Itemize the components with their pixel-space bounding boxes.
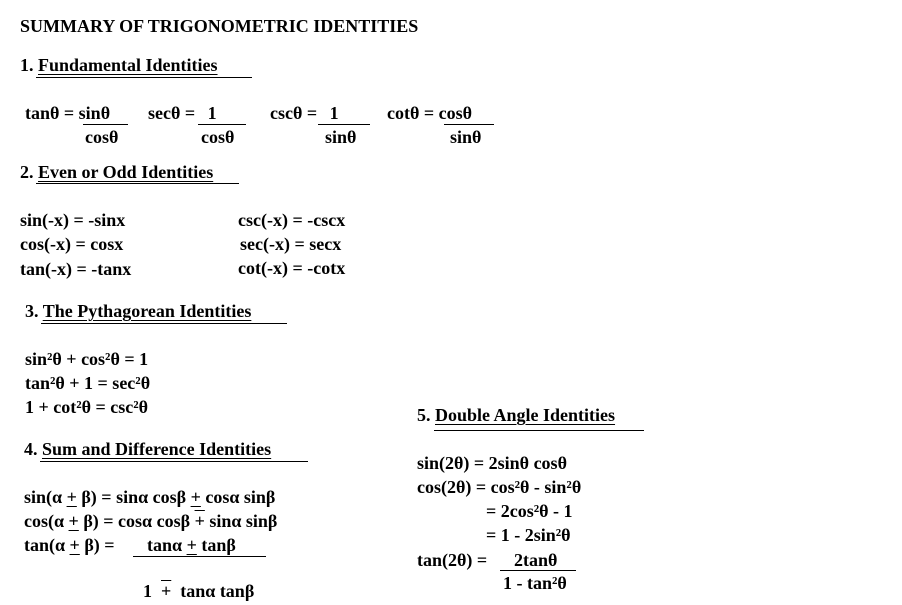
- sum-sin-part: β) = sinα cosβ: [76, 487, 191, 507]
- pythagorean-3: 1 + cot²θ = csc²θ: [25, 397, 149, 417]
- sum-tan-num-part: tanβ: [196, 535, 236, 555]
- section-2-number: 2.: [20, 162, 34, 182]
- section-4-rule: [40, 461, 308, 462]
- section-1-rule: [36, 77, 252, 78]
- section-5-heading: [417, 404, 615, 426]
- section-5-title: Double Angle Identities: [435, 405, 616, 425]
- sum-tan-denominator: [134, 558, 254, 602]
- double-angle-cos: cos(2θ) = cos²θ - sin²θ: [417, 477, 582, 497]
- double-angle-tan-fraction-bar: [500, 570, 576, 571]
- csc-numerator: 1: [329, 103, 339, 123]
- section-2-heading: [20, 161, 213, 183]
- csc-denominator: sinθ: [325, 127, 357, 147]
- even-odd-csc: csc(-x) = -cscx: [238, 210, 346, 230]
- sum-cos-part: β) = cosα cosβ: [78, 511, 195, 531]
- section-1-title: Fundamental Identities: [38, 55, 218, 75]
- even-odd-cos: cos(-x) = cosx: [20, 234, 124, 254]
- tan-lhs: tanθ =: [25, 103, 79, 123]
- page-title: SUMMARY OF TRIGONOMETRIC IDENTITIES: [20, 16, 419, 36]
- section-5-rule: [434, 430, 644, 431]
- sum-tan-part: tan(α: [24, 535, 70, 555]
- sum-sin-part: cosα sinβ: [200, 487, 276, 507]
- cot-lhs: cotθ =: [387, 103, 439, 123]
- even-odd-sec: sec(-x) = secx: [240, 234, 342, 254]
- plus-minus: +: [186, 535, 197, 555]
- plus-minus: +: [190, 487, 201, 507]
- plus-minus: +: [66, 487, 77, 507]
- section-3-rule: [41, 323, 287, 324]
- double-angle-tan-denominator: 1 - tan²θ: [503, 573, 567, 593]
- section-1-number: 1.: [20, 55, 34, 75]
- tan-identity: [25, 102, 110, 124]
- csc-fraction-bar: [318, 124, 370, 125]
- minus-plus: +: [194, 511, 205, 531]
- sum-diff-tan: [24, 534, 115, 556]
- section-4-heading: [24, 438, 271, 460]
- sum-tan-num-part: tanα: [147, 535, 187, 555]
- double-angle-tan-lhs: tan(2θ) =: [417, 550, 488, 570]
- plus-minus: +: [68, 511, 79, 531]
- section-3-heading: [25, 300, 251, 322]
- sec-denominator: cosθ: [201, 127, 235, 147]
- sum-tan-den-part: tanα tanβ: [171, 581, 255, 601]
- pythagorean-1: sin²θ + cos²θ = 1: [25, 349, 149, 369]
- section-3-title: The Pythagorean Identities: [42, 301, 252, 321]
- csc-identity: [270, 102, 339, 124]
- section-1-heading: [20, 54, 218, 76]
- sum-cos-part: cos(α: [24, 511, 69, 531]
- tan-numerator: sinθ: [78, 103, 111, 123]
- section-3-number: 3.: [25, 301, 39, 321]
- plus-minus: +: [69, 535, 80, 555]
- double-angle-cos-alt2: = 1 - 2sin²θ: [486, 525, 571, 545]
- sum-cos-part: sinα sinβ: [204, 511, 278, 531]
- section-2-rule: [36, 183, 239, 184]
- tan-denominator: cosθ: [85, 127, 119, 147]
- section-5-number: 5.: [417, 405, 431, 425]
- double-angle-cos-alt1: = 2cos²θ - 1: [486, 501, 573, 521]
- double-angle-tan-numerator: 2tanθ: [514, 550, 558, 570]
- sec-lhs: secθ =: [148, 103, 200, 123]
- even-odd-tan: tan(-x) = -tanx: [20, 259, 132, 279]
- sec-numerator: 1: [207, 103, 217, 123]
- tan-fraction-bar: [83, 124, 128, 125]
- sum-tan-den-part: 1: [143, 581, 161, 601]
- sum-sin-part: sin(α: [24, 487, 67, 507]
- sum-tan-part: β) =: [79, 535, 115, 555]
- even-odd-cot: cot(-x) = -cotx: [238, 258, 346, 278]
- sec-fraction-bar: [198, 124, 246, 125]
- cot-identity: [387, 102, 472, 124]
- cot-fraction-bar: [444, 124, 494, 125]
- sum-diff-sin: [24, 486, 275, 508]
- section-4-title: Sum and Difference Identities: [42, 439, 272, 459]
- pythagorean-2: tan²θ + 1 = sec²θ: [25, 373, 151, 393]
- double-angle-sin: sin(2θ) = 2sinθ cosθ: [417, 453, 567, 473]
- sec-identity: [148, 102, 217, 124]
- sum-tan-fraction-bar: [133, 556, 266, 557]
- sum-tan-numerator: [147, 534, 236, 556]
- minus-plus: +: [161, 581, 172, 601]
- cot-numerator: cosθ: [438, 103, 473, 123]
- cot-denominator: sinθ: [450, 127, 482, 147]
- even-odd-sin: sin(-x) = -sinx: [20, 210, 126, 230]
- section-2-title: Even or Odd Identities: [38, 162, 214, 182]
- csc-lhs: cscθ =: [270, 103, 322, 123]
- sum-diff-cos: [24, 510, 277, 532]
- section-4-number: 4.: [24, 439, 38, 459]
